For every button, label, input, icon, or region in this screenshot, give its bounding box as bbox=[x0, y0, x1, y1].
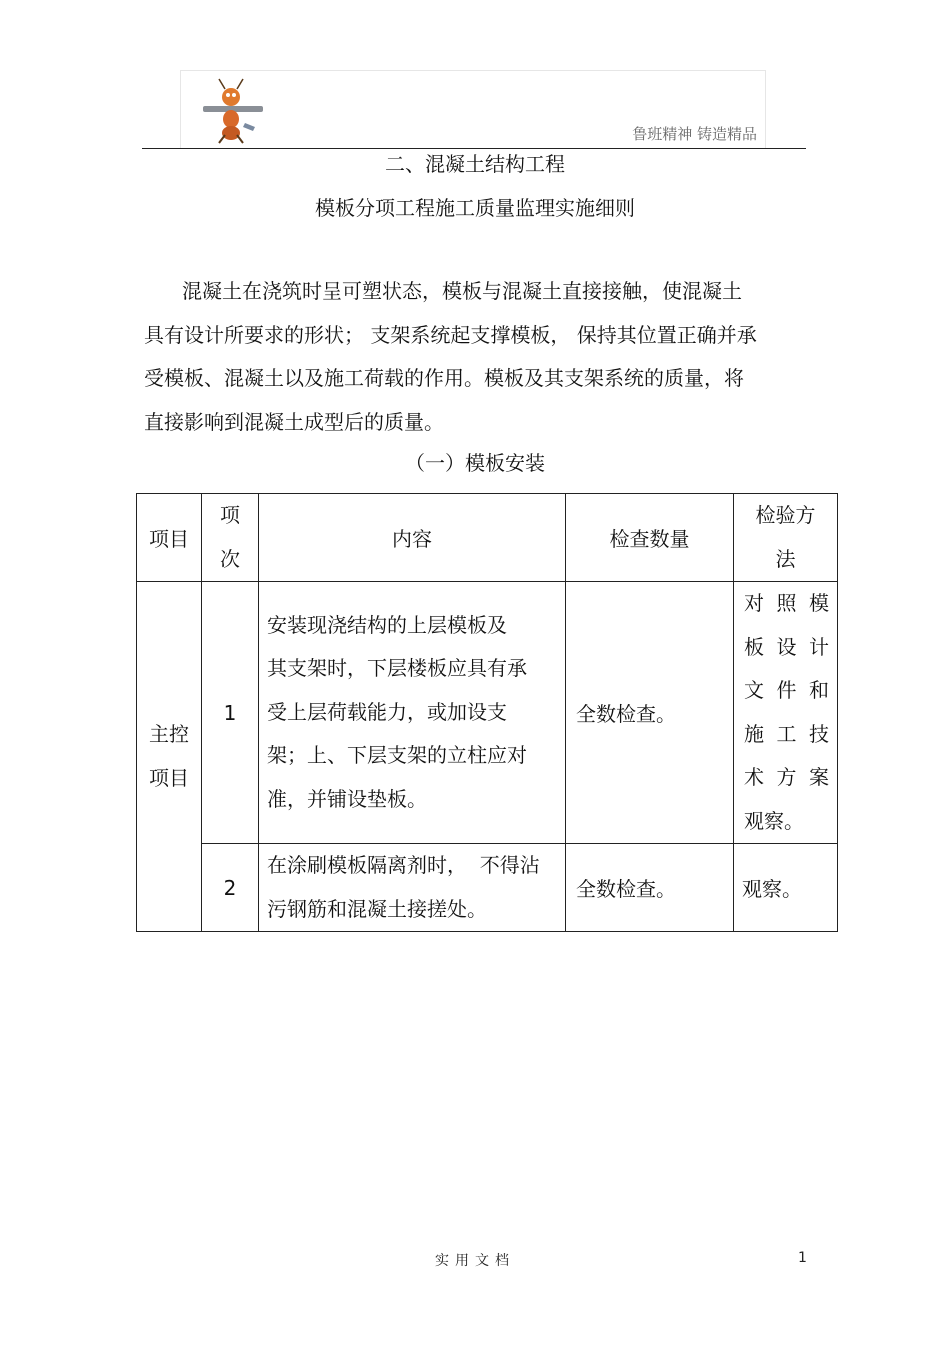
method-line: 对照模 bbox=[744, 591, 829, 615]
inspection-table bbox=[136, 493, 838, 932]
method-line: 施工技 bbox=[744, 721, 829, 746]
header-method bbox=[734, 494, 838, 582]
intro-line: 直接影响到混凝土成型后的质量。 bbox=[144, 409, 444, 434]
row-no: 1 bbox=[202, 582, 259, 844]
section-title: 二、混凝土结构工程 bbox=[385, 152, 565, 176]
table-row bbox=[137, 582, 838, 844]
content-line: 污钢筋和混凝土接搓处。 bbox=[267, 896, 487, 921]
page-footer: 实用文档 bbox=[435, 1253, 515, 1269]
page-header bbox=[180, 70, 766, 148]
row-no: 2 bbox=[202, 844, 259, 932]
intro-line: 具有设计所要求的形状； 支架系统起支撑模板， 保持其位置正确并承 bbox=[144, 322, 757, 347]
document-subtitle: 模板分项工程施工质量监理实施细则 bbox=[315, 196, 635, 220]
row-method bbox=[734, 582, 838, 844]
content-line: 受上层荷载能力，或加设支 bbox=[267, 699, 507, 724]
intro-line: 混凝土在浇筑时呈可塑状态，模板与混凝土直接接触，使混凝土 bbox=[182, 279, 742, 303]
method-line: 观察。 bbox=[744, 808, 804, 833]
row-content bbox=[259, 582, 566, 844]
header-no bbox=[202, 494, 259, 582]
page-number: 1 bbox=[798, 1250, 807, 1266]
content-line: 其支架时，下层楼板应具有承 bbox=[267, 656, 527, 681]
intro-line: 受模板、混凝土以及施工荷载的作用。模板及其支架系统的质量，将 bbox=[144, 366, 744, 390]
row-qty: 全数检查。 bbox=[566, 844, 734, 932]
group-label-line: 项目 bbox=[149, 765, 189, 790]
header-content: 内容 bbox=[259, 494, 566, 582]
header-no-bottom: 次 bbox=[220, 546, 240, 571]
header-qty: 检查数量 bbox=[566, 494, 734, 582]
header-item: 项目 bbox=[137, 494, 202, 582]
table-header-row bbox=[137, 494, 838, 582]
content-line: 在涂刷模板隔离剂时， 不得沾 bbox=[267, 853, 540, 877]
header-method-top: 检验方 bbox=[755, 503, 816, 527]
header-method-bottom: 法 bbox=[775, 546, 796, 571]
intro-paragraph bbox=[144, 270, 804, 444]
row-method: 观察。 bbox=[734, 844, 838, 932]
group-label-line: 主控 bbox=[149, 722, 189, 746]
table-row bbox=[137, 844, 838, 932]
method-line: 文件和 bbox=[744, 678, 829, 702]
row-qty: 全数检查。 bbox=[566, 582, 734, 844]
content-line: 准，并铺设垫板。 bbox=[267, 786, 427, 811]
content-line: 架；上、下层支架的立柱应对 bbox=[267, 743, 527, 768]
group-cell bbox=[137, 582, 202, 932]
method-line: 板设计 bbox=[744, 634, 829, 659]
header-no-top: 项 bbox=[220, 503, 240, 527]
header-rule bbox=[142, 148, 806, 149]
method-line: 术方案 bbox=[744, 765, 829, 789]
content-line: 安装现浇结构的上层模板及 bbox=[267, 612, 507, 637]
row-content bbox=[259, 844, 566, 932]
ant-mascot-logo bbox=[201, 75, 265, 145]
subsection-title: （一）模板安装 bbox=[405, 451, 545, 475]
header-motto: 鲁班精神 铸造精品 bbox=[632, 125, 757, 143]
